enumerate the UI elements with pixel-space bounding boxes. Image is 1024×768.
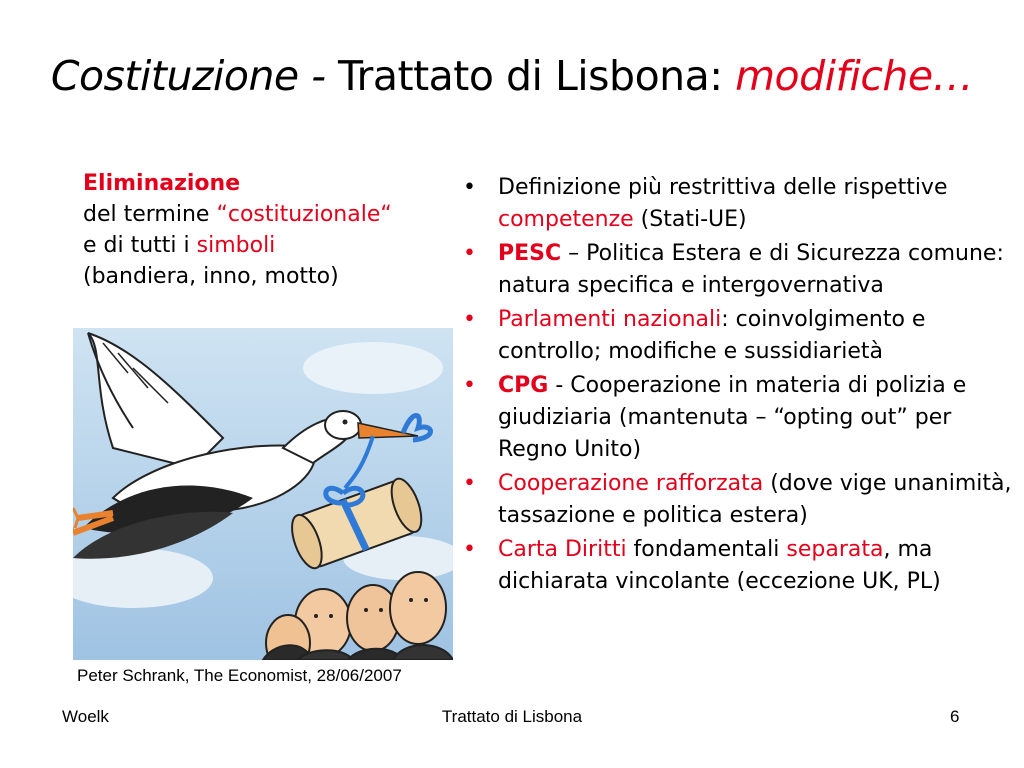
bullet-item-cpg: [460, 370, 1015, 466]
bullet-0-text-c: (Stati-UE): [633, 207, 747, 232]
cartoon-image: [73, 328, 453, 660]
bullet-dot: •: [463, 373, 476, 398]
bullet-2-text-b: : coinvolgimento e controllo; modifiche e sussidiarietà: [498, 307, 926, 364]
left-line-2b: “costituzionale“: [216, 202, 392, 227]
bullet-item-carta-diritti: [460, 534, 1015, 598]
title-modifiche: modifiche…: [735, 52, 974, 100]
title-trattato: Trattato di Lisbona:: [338, 52, 736, 100]
left-heading: Eliminazione: [83, 171, 241, 196]
left-line-3: [83, 230, 392, 261]
bullet-1-text-b: – Politica Estera e di Sicurezza comune: natura specifica e intergovernativa: [498, 241, 1004, 298]
bullet-item-cooperazione: [460, 468, 1015, 532]
bullet-2-text-a: Parlamenti nazionali: [498, 307, 722, 332]
left-line-2: [83, 199, 392, 230]
bullet-5-text-c: separata: [786, 537, 884, 562]
bullet-dot: •: [463, 537, 476, 562]
bullet-list: [460, 172, 1015, 600]
bullet-4-text-b: (dove vige unanimità, tassazione e politica estera): [498, 471, 1012, 528]
left-line-2a: del termine: [83, 202, 217, 227]
bullet-0-text-a: Definizione più restrittiva delle rispettive: [498, 175, 948, 200]
bullet-0-text-b: competenze: [498, 207, 634, 232]
bullet-dot: •: [463, 307, 476, 332]
bullet-1-text-a: PESC: [498, 241, 562, 266]
bullet-item-pesc: [460, 238, 1015, 302]
slide-title: [0, 52, 1024, 100]
left-text-block: [83, 168, 392, 292]
left-line-3b: simboli: [196, 233, 276, 258]
bullet-3-text-a: CPG: [498, 373, 549, 398]
bullet-5-text-b: fondamentali: [626, 537, 787, 562]
bullet-item-competenze: [460, 172, 1015, 236]
bullet-4-text-a: Cooperazione rafforzata: [498, 471, 764, 496]
footer-author: Woelk: [62, 707, 109, 726]
title-dash: -: [298, 52, 339, 100]
bullet-item-parlamenti: [460, 304, 1015, 368]
bullet-dot: •: [463, 471, 476, 496]
title-costituzione: Costituzione: [50, 52, 299, 100]
footer-title: Trattato di Lisbona: [441, 707, 583, 726]
bullet-5-text-d: , ma dichiarata vincolante (eccezione UK, PL): [498, 537, 941, 594]
image-caption: Peter Schrank, The Economist, 28/06/2007: [77, 666, 402, 685]
left-line-4: (bandiera, inno, motto): [83, 264, 339, 289]
bullet-3-text-b: - Cooperazione in materia di polizia e giudiziaria (mantenuta – “opting out” per Regno Unito): [498, 373, 967, 462]
stork-cartoon-illustration: [73, 328, 453, 660]
bullet-5-text-a: Carta Diritti: [498, 537, 627, 562]
bullet-dot: •: [463, 241, 476, 266]
bullet-dot: •: [463, 175, 476, 200]
footer-page-number: 6: [950, 707, 960, 726]
left-line-3a: e di tutti i: [83, 233, 197, 258]
